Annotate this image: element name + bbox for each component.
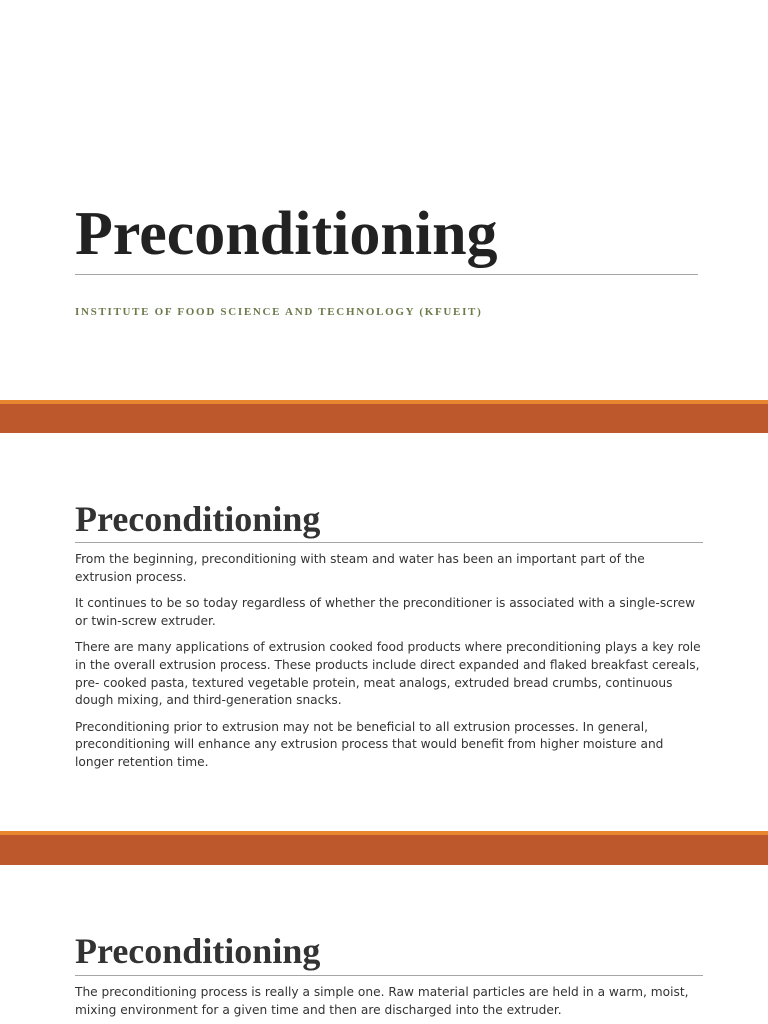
title-slide bbox=[0, 0, 768, 400]
slide-body bbox=[75, 984, 703, 1024]
separator-accent bbox=[0, 831, 768, 835]
presentation-title: Preconditioning bbox=[75, 200, 498, 268]
slide-separator bbox=[0, 400, 768, 433]
slide-body bbox=[75, 551, 703, 781]
slide-title: Preconditioning bbox=[75, 499, 321, 539]
content-slide bbox=[0, 865, 768, 1024]
slide-title: Preconditioning bbox=[75, 931, 321, 971]
body-paragraph: It continues to be so today regardless of whether the preconditioner is associated with a single-screw or twin-screw extruder. bbox=[75, 596, 696, 628]
slide-separator bbox=[0, 831, 768, 865]
presentation-subtitle: INSTITUTE OF FOOD SCIENCE AND TECHNOLOGY (KFUEIT) bbox=[75, 306, 483, 318]
slide-title-divider bbox=[75, 975, 703, 976]
body-paragraph: The preconditioning process is really a simple one. Raw material particles are held in a warm, moist, mixing environment for a given time and then are discharged into the extruder. bbox=[75, 985, 689, 1017]
separator-accent bbox=[0, 400, 768, 404]
body-paragraph: From the beginning, preconditioning with steam and water has been an important part of the extrusion process. bbox=[75, 552, 645, 584]
body-paragraph: There are many applications of extrusion cooked food products where preconditioning plays a key role in the overall extrusion process. These products include direct expanded and flaked breakfast cereals, pre- cooked pasta, textured vegetable protein, meat analogs, extruded bread crumbs, continuous dough mixing, and third-generation snacks. bbox=[75, 640, 701, 708]
title-divider bbox=[75, 274, 698, 275]
body-paragraph: Preconditioning prior to extrusion may not be beneficial to all extrusion processes. In general, preconditioning will enhance any extrusion process that would benefit from higher moisture and longer retention time. bbox=[75, 719, 664, 769]
content-slide bbox=[0, 433, 768, 831]
slide-title-divider bbox=[75, 542, 703, 543]
